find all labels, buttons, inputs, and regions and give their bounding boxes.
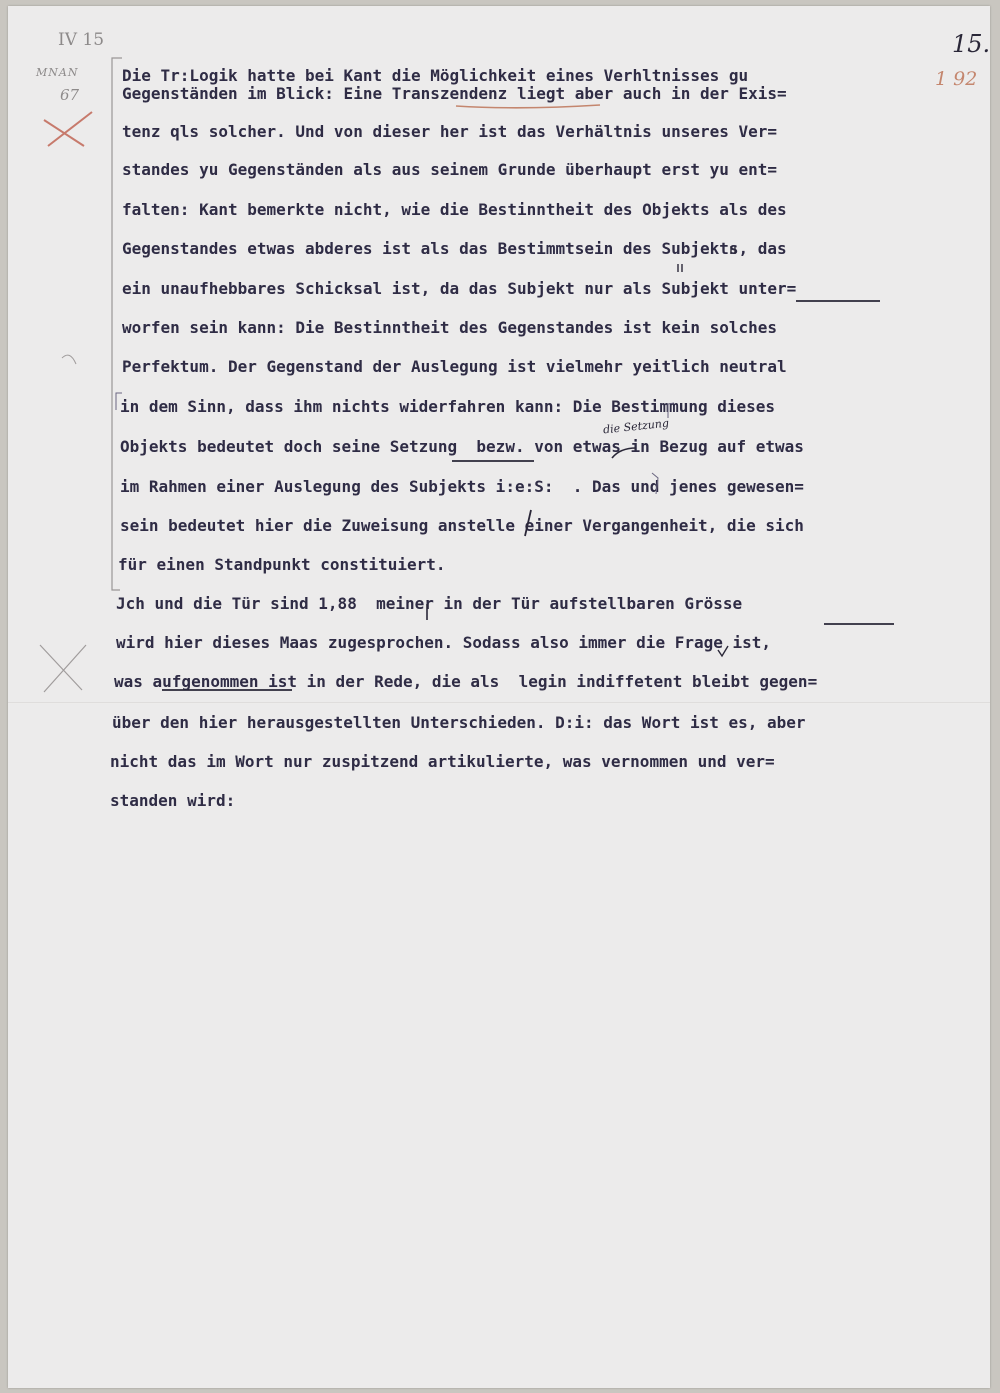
text-line: Perfektum. Der Gegenstand der Auslegung ist vielmehr yeitlich neutral (122, 357, 787, 376)
insertion-caret (612, 448, 636, 458)
text-line: sein bedeutet hier die Zuweisung anstelle einer Vergangenheit, die sich (120, 516, 804, 535)
pencil-tick-mark (62, 355, 76, 364)
ditto-mark-1 (731, 246, 735, 254)
text-line: in dem Sinn, dass ihm nichts widerfahren kann: Die Bestimmung dieses (120, 397, 776, 416)
text-line: worfen sein kann: Die Bestinntheit des Gegenstandes ist kein solches (122, 318, 778, 337)
red-underline-transzendenz (456, 105, 600, 108)
ditto-mark-2 (678, 264, 682, 272)
archive-note-2: 67 (60, 86, 80, 104)
page-number: 15. (952, 30, 991, 58)
text-line: tenz qls solcher. Und von dieser her ist das Verhältnis unseres Ver= (122, 122, 778, 141)
text-line: Jch und die Tür sind 1,88 meiner in der Tür aufstellbaren Grösse (116, 594, 743, 613)
text-line: ein unaufhebbares Schicksal ist, da das Subjekt nur als Subjekt unter= (122, 279, 797, 298)
text-bracket-open (116, 393, 122, 410)
text-bracket-close (652, 473, 658, 494)
text-line: was aufgenommen ist in der Rede, die als legin indiffetent bleibt gegen= (114, 672, 818, 691)
handwritten-insertion: die Setzung (602, 416, 670, 437)
text-line: für einen Standpunkt constituiert. (118, 555, 446, 574)
insertion-slash (525, 510, 531, 536)
pencil-cross-mark (40, 645, 86, 692)
text-line: Die Tr:Logik hatte bei Kant die Möglichkeit eines Verhltnisses gu (122, 66, 749, 85)
archive-note-1: MNAN (36, 66, 79, 79)
text-line: standen wird: (110, 791, 236, 810)
text-line: nicht das im Wort nur zuspitzend artikulierte, was vernommen und ver= (110, 752, 775, 771)
text-line: im Rahmen einer Auslegung des Subjekts i:e:S: . Das und jenes gewesen= (120, 477, 804, 496)
text-line: Objekts bedeutet doch seine Setzung bezw. von etwas in Bezug auf etwas (120, 437, 804, 456)
text-line: standes yu Gegenständen als aus seinem Grunde überhaupt erst yu ent= (122, 160, 778, 179)
text-line: Gegenständen im Blick: Eine Transzendenz liegt aber auch in der Exis= (122, 84, 787, 103)
text-line: falten: Kant bemerkte nicht, wie die Bestinntheit des Objekts als des (122, 200, 787, 219)
text-line: wird hier dieses Maas zugesprochen. Sodass also immer die Frage ist, (116, 633, 772, 652)
margin-bracket (112, 58, 122, 590)
folio-number: 1 92 (935, 68, 978, 90)
small-caret (718, 646, 728, 656)
text-line: über den hier herausgestellten Unterschieden. D:i: das Wort ist es, aber (112, 713, 806, 732)
archive-code: IV 15 (58, 30, 105, 50)
text-line: Gegenstandes etwas abderes ist als das Bestimmtsein des Subjekts, das (122, 239, 787, 258)
red-cross-mark (44, 112, 92, 146)
text-bracket-open-2 (668, 403, 674, 418)
